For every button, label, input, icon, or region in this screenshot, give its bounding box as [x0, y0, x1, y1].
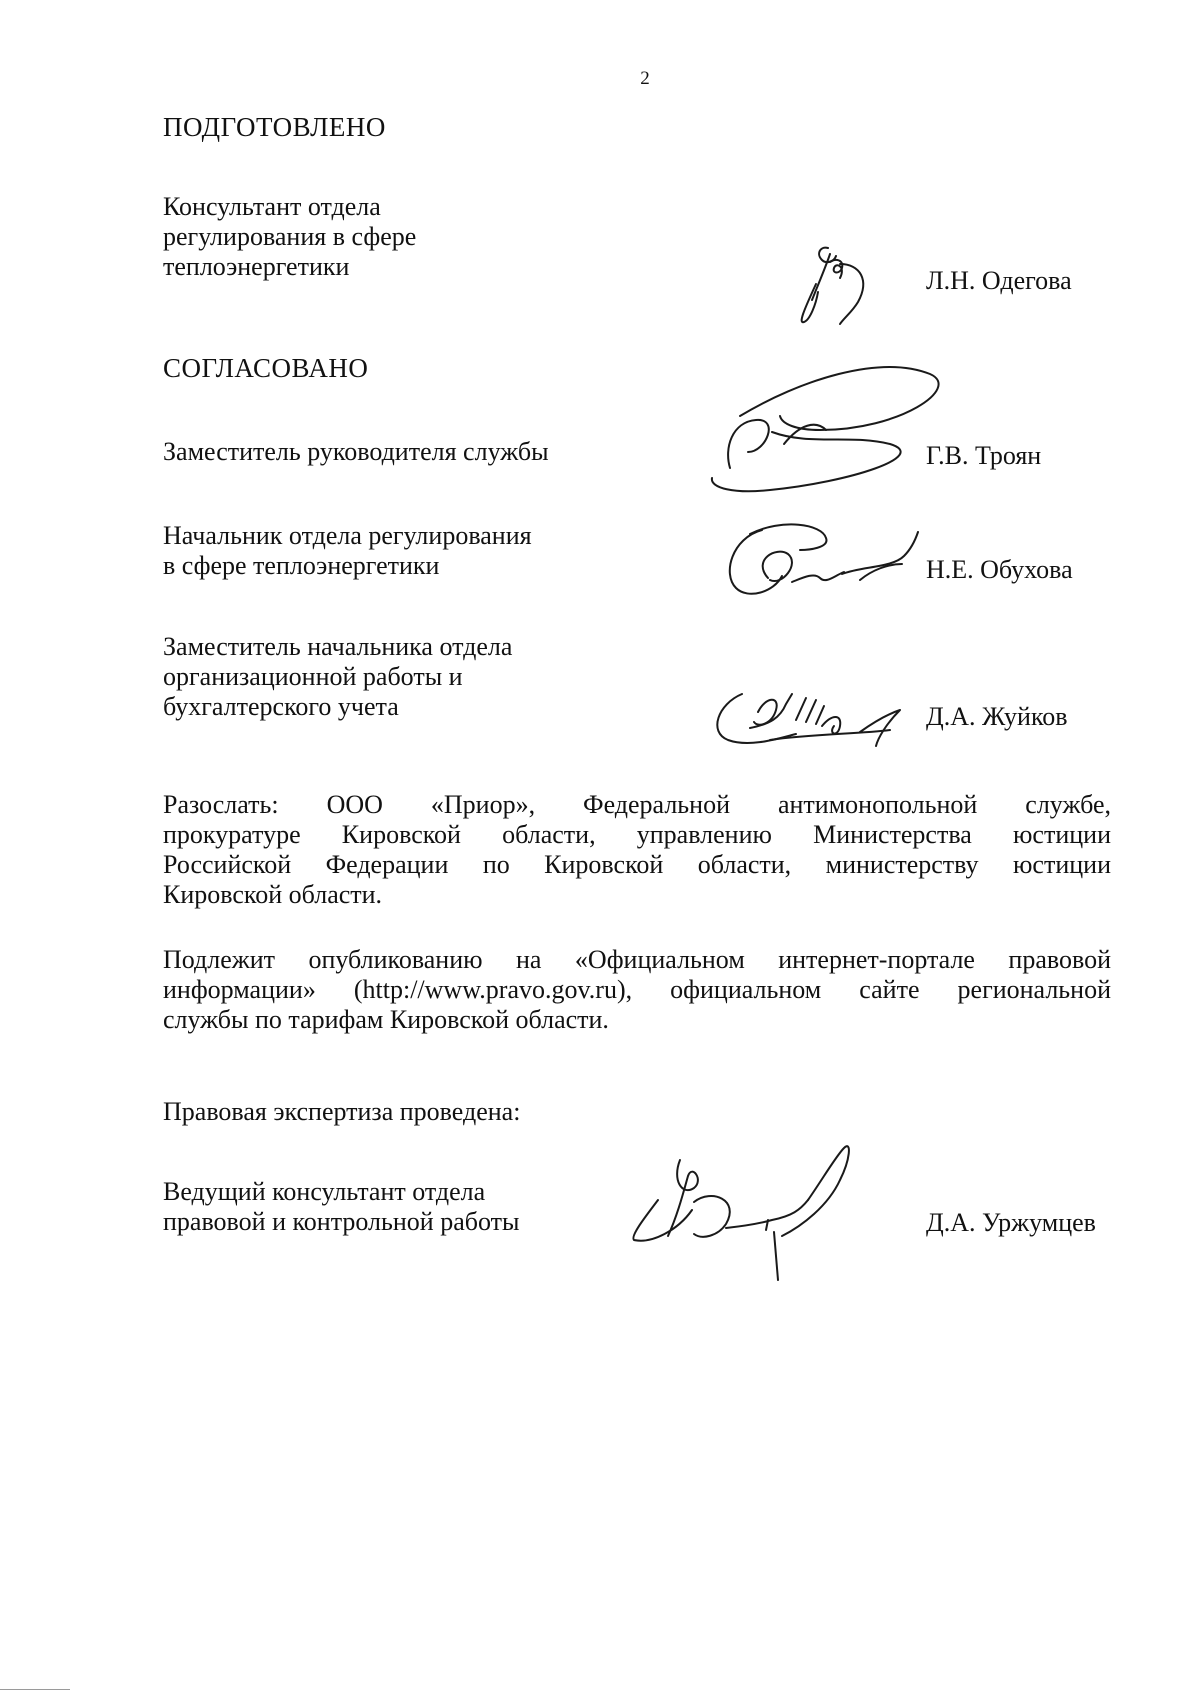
position-line: организационной работы и	[163, 662, 463, 691]
scan-edge-mark	[0, 1689, 70, 1690]
paragraph-line: Российской Федерации по Кировской области, министерству юстиции	[163, 850, 1111, 879]
distribution-paragraph	[163, 790, 1111, 910]
prepared-heading: ПОДГОТОВЛЕНО	[163, 112, 386, 142]
signature-zhuykov	[710, 684, 930, 754]
position-line: Консультант отдела	[163, 192, 381, 221]
position-line: Ведущий консультант отдела	[163, 1177, 486, 1206]
publication-paragraph	[163, 945, 1111, 1035]
signatory-position	[163, 632, 512, 722]
signature-urzhumtsev	[622, 1140, 882, 1280]
signatory-name: Н.Е. Обухова	[926, 555, 1073, 584]
signatory-position	[163, 521, 532, 581]
position-line: правовой и контрольной работы	[163, 1207, 520, 1236]
legal-review-statement: Правовая экспертиза проведена:	[163, 1097, 521, 1126]
signatory-name: Д.А. Жуйков	[926, 702, 1068, 731]
signature-obukhova	[722, 520, 932, 610]
prepared-position	[163, 192, 416, 282]
position-line: бухгалтерского учета	[163, 692, 399, 721]
signatory-position	[163, 437, 549, 467]
position-line: Заместитель начальника отдела	[163, 632, 513, 661]
agreed-heading: СОГЛАСОВАНО	[163, 353, 369, 383]
signature-odegova	[790, 240, 900, 340]
paragraph-line: Подлежит опубликованию на «Официальном интернет-портале правовой	[163, 945, 1111, 974]
prepared-name: Л.Н. Одегова	[926, 266, 1072, 295]
signature-troyan	[700, 360, 950, 520]
page-number: 2	[640, 68, 650, 89]
position-line: Начальник отдела регулирования	[163, 521, 532, 550]
signatory-name: Г.В. Троян	[926, 441, 1042, 470]
position-line: регулирования в сфере	[163, 222, 417, 251]
paragraph-line: Разослать: ООО «Приор», Федеральной антимонопольной службе,	[163, 790, 1111, 819]
paragraph-line: службы по тарифам Кировской области.	[163, 1005, 609, 1034]
paragraph-line: информации» (http://www.pravo.gov.ru), официальном сайте региональной	[163, 975, 1111, 1004]
paragraph-line: прокуратуре Кировской области, управлению Министерства юстиции	[163, 820, 1111, 849]
legal-review-position	[163, 1177, 519, 1237]
legal-review-name: Д.А. Уржумцев	[926, 1208, 1096, 1237]
paragraph-line: Кировской области.	[163, 880, 383, 909]
position-line: Заместитель руководителя службы	[163, 437, 549, 466]
position-line: в сфере теплоэнергетики	[163, 551, 440, 580]
position-line: теплоэнергетики	[163, 252, 350, 281]
